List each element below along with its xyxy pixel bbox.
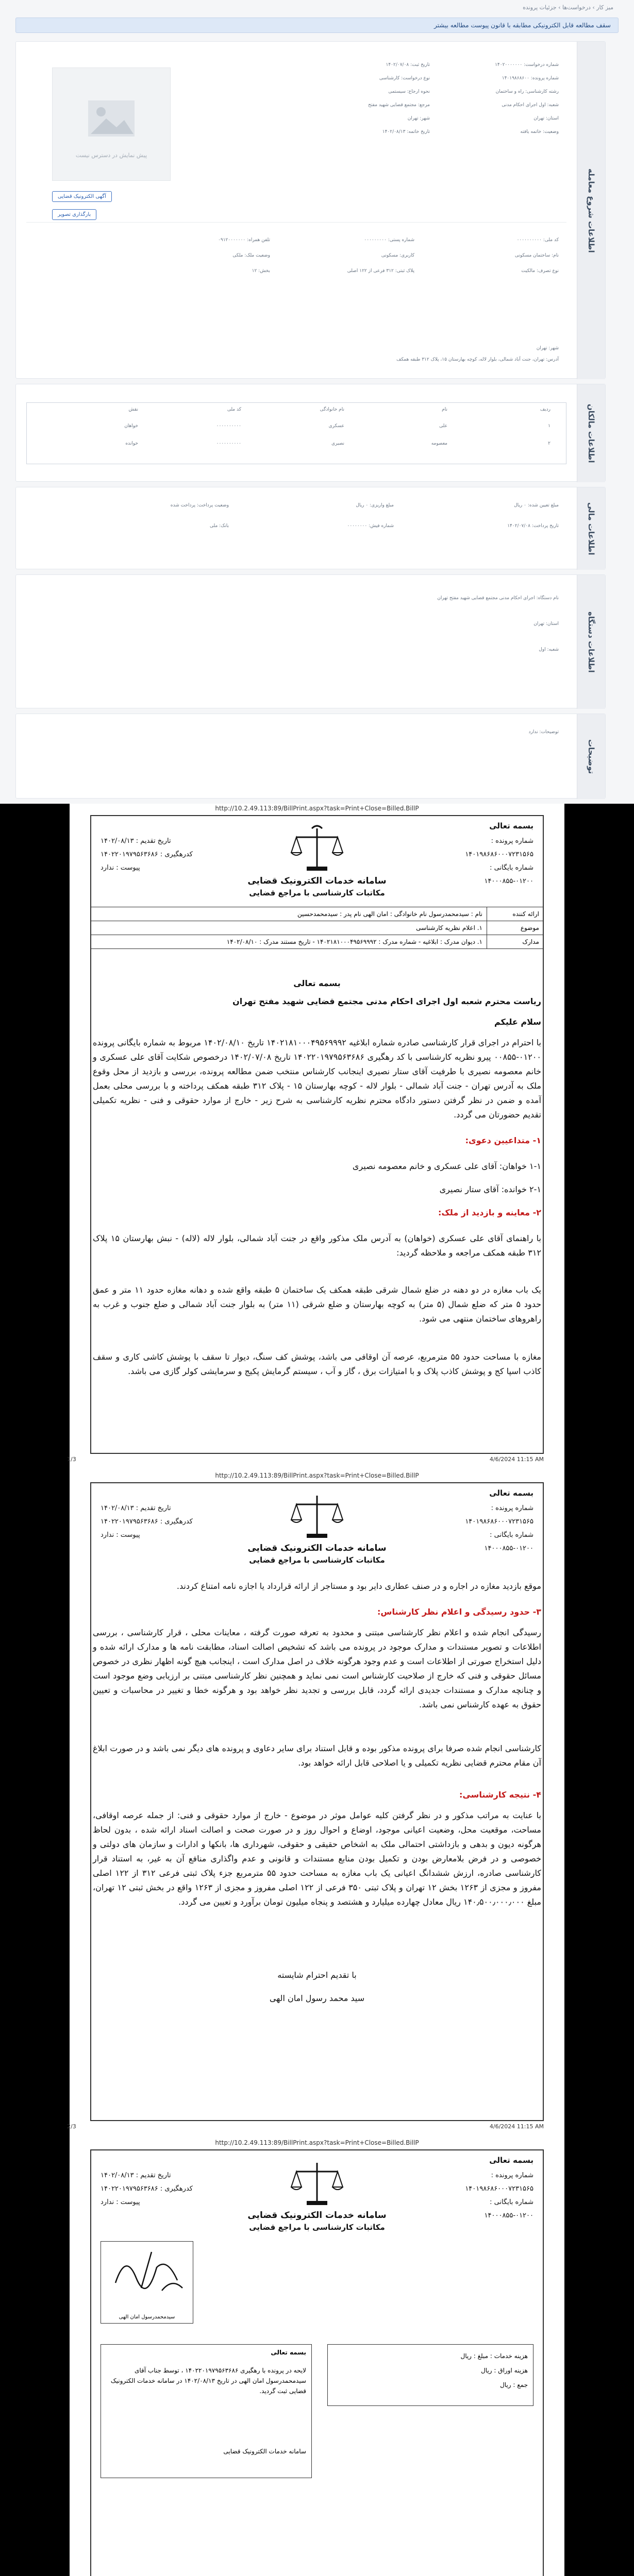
- section-1-heading: ۱- متداعیین دعوی:: [465, 1136, 541, 1145]
- court-panel: [15, 574, 606, 708]
- address-field: آدرس: تهران، جنت آباد شمالی، بلوار لاله، کوچه بهارستان ۱۵، پلاک ۳۱۲ طبقه همکف: [396, 357, 559, 362]
- org-name-2: سامانه خدمات الکترونیک قضایی: [247, 1543, 387, 1553]
- registration-box: [101, 2344, 312, 2478]
- section-3-heading: ۳- حدود رسیدگی و اعلام نظر کارشناس:: [377, 1607, 541, 1617]
- case-field: رشته کارشناسی: راه و ساختمان: [495, 89, 559, 94]
- conclusion-paragraph: با عنایت به مراتب مذکور و در نظر گرفتن کلیه عوامل موثر در موضوع - خارج از موارد حقوقی و فنی: از جمله عرصه اوقافی، مساحت، موقعیت محل، وضعیت اعیانی موجود، اوضاع و احوال روز و در صورت صحت و اصالت اسناد ارائه شده ، بدون لحاظ هرگونه دیون و بدهی و بازداشتی احتمالی ملک به اشخاص حقیقی و حقوقی، شهرداری ها، بانکها و ادارات و سازمان های دولتی و خصوصی و در فرض بلامعارض بودن و تکمیل بودن منابع مستندات و قانونی و عدم واگذاری منافع آن به غیر، به استناد قرار کارشناسی صادره، ارزش ششدانگ اعیانی یک باب مغازه به مساحت حدود ۵۵ مترمربع جزء پلاک ثبتی فرعی ۳۱۲ از ۱۲۲ اصلی مفروز و مجزی از ۱۲۶۳ بخش ۱۲ تهران و پلاک ثبتی ۳۵۰ فرعی از ۱۲۲ اصلی مفروز و مجزی از ۱۲۶۳ واقع در بخش ثبتی ۱۲ تهران، مبلغ ۱۴۰٫۵۰۰٫۰۰۰٫۰۰۰ ریال معادل چهارده میلیارد و هشتصد و پنجاه میلیون تومان برآورد و تعیین می گردد.: [93, 1810, 541, 1907]
- case-number-label-2: شماره پرونده :: [491, 1504, 533, 1512]
- judiciary-emblem-icon: [289, 2159, 345, 2208]
- case-field: تاریخ ثبت: ۱۴۰۲/۰۷/۰۸: [386, 62, 430, 67]
- city-field: شهر: تهران: [536, 346, 559, 351]
- finance-field: شماره فیش: ۰۰۰۰۰۰۰۰: [347, 523, 394, 529]
- tab-case-info[interactable]: اطلاعات شروع معامله: [577, 42, 605, 379]
- print-url-3: http://10.2.49.113:89/BillPrint.aspx?task=Print+Close=Billed.BillP: [215, 2139, 419, 2146]
- property-field: تلفن همراه: ۰۹۱۲۰۰۰۰۰۰۰: [218, 238, 270, 243]
- owner-cell: ۰۰۰۰۰۰۰۰۰۰: [216, 423, 241, 429]
- case-number-3: ۱۴۰۱۹۸۶۸۶۰۰۰۷۲۳۱۵۶۵: [465, 2185, 533, 2193]
- case-field: وضعیت: خاتمه یافته: [520, 129, 559, 134]
- plaintiff-line: ۱-۱ خواهان: آقای علی عسکری و خانم معصومه نصیری: [352, 1161, 541, 1171]
- print-url: http://10.2.49.113:89/BillPrint.aspx?task=Print+Close=Billed.BillP: [215, 805, 419, 812]
- submit-date: تاریخ تقدیم : ۱۴۰۲/۰۸/۱۳: [101, 837, 171, 845]
- registration-sign: سامانه خدمات الکترونیک قضایی: [223, 2448, 306, 2455]
- page-number-2: 2/3: [67, 2123, 76, 2130]
- owner-cell: ۲: [548, 441, 550, 446]
- expert-name: سید محمد رسول امان الهی: [269, 1993, 365, 2003]
- intro-paragraph: با احترام در اجرای قرار کارشناسی صادره شماره ابلاغیه ۱۴۰۲۱۸۱۰۰۰۴۹۵۶۹۹۹۲ تاریخ ۱۴۰۲/۰۸/۱۰ مربوط به شماره بایگانی پرونده ۰۱۲۰۰-۰۰۸۵۵ پیرو نظریه کارشناسی با کد رهگیری ۱۴۰۲۲۰۱۹۷۹۵۶۳۶۸۶ تاریخ ۱۴۰۲/۰۷/۰۸ درخصوص شکایت آقای علی عسکری و خانم معصومه نصیری با طرفیت آقای ستار نصیری اینجانب کارشناس منتخب ضمن مطالعه پرونده، بررسی و بازدید از محل وقوع ملک به آدرس تهران - جنت آباد شمالی - بلوار لاله - کوچه بهارستان ۱۵ - پلاک ۳۱۲ طبقه همکف پرداخته و با بررسی محلی بعمل آمده و ضمن در نظر گرفتن دستور دادگاه محترم نظریه کارشناسی به شرح زیر - خارج از موارد حقوقی و فنی - نظریه تکمیلی تقدیم حضورتان می گردد.: [93, 1038, 541, 1120]
- owner-column-header: نام: [442, 407, 447, 412]
- finance-panel: [15, 487, 606, 569]
- owner-column-header: ردیف: [540, 407, 550, 412]
- case-number: ۱۴۰۱۹۸۶۸۶۰۰۰۷۲۳۱۵۶۵: [465, 851, 533, 858]
- owner-cell: خوانده: [125, 441, 138, 446]
- case-field: شماره پرونده: ۱۴۰۱۹۸۶۸۶۰۰: [502, 76, 559, 81]
- org-subtitle-3: مکاتبات کارشناسی با مراجع قضایی: [249, 2223, 385, 2232]
- property-field: نوع تصرف: مالکیت: [521, 268, 559, 274]
- submit-date-3: تاریخ تقدیم : ۱۴۰۲/۰۸/۱۳: [101, 2172, 171, 2179]
- image-icon: [83, 90, 140, 147]
- shop-specs: مغازه با مساحت حدود ۵۵ مترمربع، عرصه آن اوقافی می باشد، پوشش کف سنگ، دیوار تا سقف با پوشش کاشی کاری و سقف کاذب اسپا کج و پوشش کاذب پلاک و با امتیازات برق ، گاز و آب ، سیستم گرمایش پکیج و سرمایشی کولر گازی می باشد.: [93, 1352, 542, 1376]
- archive-number-2: ۱۴۰۰۰۸۵۵-۰۱۲۰۰: [484, 1545, 533, 1552]
- case-number-label: شماره پرونده :: [491, 837, 533, 845]
- property-field: کد ملی: ۰۰۰۰۰۰۰۰۰۰: [516, 238, 559, 243]
- archive-label-3: شماره بایگانی :: [490, 2198, 533, 2206]
- photo-placeholder: [52, 67, 171, 181]
- archive-label-2: شماره بایگانی :: [490, 1531, 533, 1539]
- letter-meta-table: ارائه کننده نام : سیدمحمدرسول نام خانوادگی : امان الهی نام پدر : سیدمحمدحسین موضوع ۱. اعلام نظریه کارشناسی مدارک ۱. دیوان مدرک : ابلاغیه - شماره مدرک : ۱۴۰۲۱۸۱۰۰۰۴۹۵۶۹۹۹۲ - تاریخ مستند مدرک : ۱۴۰۲/۰۸/۱۰: [90, 907, 544, 949]
- property-field: کاربری: مسکونی: [381, 253, 414, 258]
- case-field: شماره درخواست: ۱۴۰۲۰۰۰۰۰۰۰: [495, 62, 559, 67]
- owner-cell: علی: [439, 423, 447, 429]
- case-field: نحوه ارجاع: سیستمی: [388, 89, 430, 94]
- court-field: نام دستگاه: اجرای احکام مدنی مجتمع قضایی شهید مفتح تهران: [437, 596, 559, 601]
- org-subtitle-2: مکاتبات کارشناسی با مراجع قضایی: [249, 1555, 385, 1565]
- tracking-code-3: کدرهگیری : ۱۴۰۲۲۰۱۹۷۹۵۶۳۶۸۶: [101, 2185, 193, 2193]
- finance-field: تاریخ پرداخت: ۱۴۰۲/۰۷/۰۸: [507, 523, 559, 529]
- court-field: استان: تهران: [533, 621, 559, 626]
- org-name-3: سامانه خدمات الکترونیک قضایی: [247, 2210, 387, 2221]
- finance-field: مبلغ واریزی: ۰ ریال: [356, 503, 394, 508]
- owner-cell: خواهان: [124, 423, 138, 429]
- section-2-heading: ۲- معاینه و بازدید از ملک:: [438, 1208, 541, 1217]
- print-date-1: 4/6/2024 11:15 AM: [489, 1456, 544, 1463]
- body-title: بسمه تعالی: [293, 978, 341, 988]
- case-field: شهر: تهران: [407, 116, 430, 121]
- breadcrumb: میز کار › درخواست‌ها › جزئیات پرونده: [523, 4, 613, 11]
- signature-box: [101, 2241, 193, 2324]
- attachment-3: پیوست : ندارد: [101, 2198, 140, 2206]
- property-field: وضعیت ملک: ملکی: [232, 253, 270, 258]
- notes-text: توضیحات: ندارد: [528, 730, 559, 735]
- tab-court[interactable]: اطلاعات دستگاه: [577, 575, 605, 709]
- owner-cell: عسکری: [328, 423, 344, 429]
- archive-number-3: ۱۴۰۰۰۸۵۵-۰۱۲۰۰: [484, 2212, 533, 2219]
- tracking-code-2: کدرهگیری : ۱۴۰۲۲۰۱۹۷۹۵۶۳۶۸۶: [101, 1518, 193, 1526]
- owner-column-header: کد ملی: [227, 407, 241, 412]
- owners-table: [26, 402, 566, 464]
- signature-graphic: [105, 2242, 193, 2303]
- owner-column-header: نام خانوادگی: [320, 407, 344, 412]
- finance-field: بانک: ملی: [209, 523, 229, 529]
- court-field: شعبه: اول: [539, 647, 559, 652]
- case-field: تاریخ خاتمه: ۱۴۰۲/۰۸/۱۳: [382, 129, 430, 134]
- org-name: سامانه خدمات الکترونیک قضایی: [247, 876, 387, 886]
- owner-cell: ۰۰۰۰۰۰۰۰۰۰: [216, 441, 241, 446]
- addressee: ریاست محترم شعبه اول اجرای احکام مدنی مجتمع قضایی شهید مفتح تهران: [232, 996, 541, 1006]
- greeting: سلام علیکم: [494, 1017, 541, 1027]
- registration-text: لایحه در پرونده با رهگیری ۱۴۰۲۲۰۱۹۷۹۵۶۳۶۸۶ ، توسط جناب آقای سیدمحمدرسول امان الهی در تاریخ ۱۴۰۲/۰۸/۱۳ در سامانه خدمات الکترونیک قضایی ثبت گردید.: [110, 2367, 306, 2395]
- fee-row: جمع : ریال: [500, 2381, 528, 2388]
- owner-cell: معصومه: [431, 441, 447, 446]
- tab-owners[interactable]: اطلاعات مالکان: [577, 384, 605, 482]
- fee-box: [327, 2344, 533, 2406]
- photo-unavailable-text: پیش نمایش در دسترس نیست: [75, 151, 147, 159]
- judiciary-emblem-icon: [289, 1492, 345, 1540]
- notes-panel: [15, 714, 606, 799]
- property-field: نام: ساختمان مسکونی: [514, 253, 559, 258]
- tracking-code: کدرهگیری : ۱۴۰۲۲۰۱۹۷۹۵۶۳۶۸۶: [101, 851, 193, 858]
- print-url-2: http://10.2.49.113:89/BillPrint.aspx?task=Print+Close=Billed.BillP: [215, 1472, 419, 1479]
- scope-note: کارشناسی انجام شده صرفا برای پرونده مذکور بوده و قابل استناد برای سایر دعاوی و پرونده های دیگر نمی باشد و در صورت ابلاغ آن مقام محترم قضایی نظریه تکمیلی و یا اصلاحی قابل ارائه خواهد بود.: [93, 1743, 541, 1768]
- bismillah-3: بسمه تعالی: [489, 2156, 533, 2165]
- finance-field: وضعیت پرداخت: پرداخت شده: [170, 503, 229, 508]
- archive-number: ۱۴۰۰۰۸۵۵-۰۱۲۰۰: [484, 877, 533, 885]
- case-field: استان: تهران: [533, 116, 559, 121]
- fee-row: هزینه خدمات : مبلغ : ریال: [460, 2352, 528, 2360]
- scanned-letter: [0, 804, 634, 2576]
- shop-description: یک باب مغازه در دو دهنه در ضلع شمال شرقی طبقه همکف یک ساختمان ۵ طبقه واقع شده و دهانه مغازه حدود ۱۱ متر و عمق حدود ۵ متر که ضلع شمال (۵ متر) به کوچه بهارستان و ضلع شرقی (۱۱ متر) به بلوار جنت آباد شمالی و ضلع جنوب و غرب به راهروهای ساختمان منتهی می شود.: [93, 1285, 541, 1324]
- case-field: نوع درخواست: کارشناسی: [379, 76, 430, 81]
- bismillah: بسمه تعالی: [489, 821, 533, 831]
- section-4-heading: ۴- نتیجه کارشناسی:: [459, 1790, 541, 1800]
- property-field: بخش: ۱۲: [252, 268, 270, 274]
- owner-cell: ۱: [548, 423, 550, 429]
- registration-title: بسمه تعالی: [271, 2349, 306, 2356]
- upload-photo-button[interactable]: بارگذاری تصویر: [52, 209, 96, 220]
- property-field: شماره پستی: ۰۰۰۰۰۰۰۰۰: [364, 238, 414, 243]
- left-black-border: [0, 804, 70, 2576]
- owner-cell: نصیری: [331, 441, 344, 446]
- owners-panel: [15, 384, 606, 482]
- page-number-1: 1/3: [67, 1456, 76, 1463]
- bismillah-2: بسمه تعالی: [489, 1488, 533, 1498]
- signature-caption: سیدمحمدرسول امان الهی: [119, 2314, 175, 2320]
- letter-page-3: [70, 2138, 564, 2576]
- print-date-2: 4/6/2024 11:15 AM: [489, 2123, 544, 2130]
- archive-label: شماره بایگانی :: [490, 864, 533, 872]
- org-subtitle: مکاتبات کارشناسی با مراجع قضایی: [249, 888, 385, 897]
- owner-column-header: نقش: [128, 407, 138, 412]
- finance-field: مبلغ تعیین شده: ۰ ریال: [514, 503, 559, 508]
- regards: با تقدیم احترام شایسته: [277, 1970, 357, 1980]
- property-field: پلاک ثبتی: ۳۱۲ فرعی از ۱۲۲ اصلی: [347, 268, 414, 274]
- info-alert: سقف مطالعه قابل الکترونیکی مطابقه با قانون پیوست مطالعه بیشتر: [15, 18, 619, 33]
- defendant-line: ۲-۱ خوانده: آقای ستار نصیری: [439, 1184, 541, 1194]
- case-field: مرجع: مجتمع قضایی شهید مفتح: [368, 103, 430, 108]
- submit-date-2: تاریخ تقدیم : ۱۴۰۲/۰۸/۱۳: [101, 1504, 171, 1512]
- case-number-label-3: شماره پرونده :: [491, 2172, 533, 2179]
- letter-page-1: [67, 804, 564, 1468]
- attachment-link[interactable]: آگهی الکترونیک قضایی: [52, 191, 112, 202]
- fee-row: هزینه اوراق : ریال: [481, 2367, 528, 2374]
- case-field: شعبه: اول اجرای احکام مدنی: [502, 103, 559, 108]
- case-info-panel: [15, 41, 606, 379]
- portal-section: [0, 0, 634, 804]
- letter-page-2: [67, 1471, 564, 2136]
- tab-notes[interactable]: توضیحات: [577, 714, 605, 799]
- scope-paragraph: رسیدگی انجام شده و اعلام نظر کارشناسی مبتنی و محدود به تعرفه صورت گرفته ، معاینات محلی ، قرار کارشناسی ، بررسی اطلاعات و تصویر مستندات و مدارک موجود در پرونده می باشد که تشخیص اصالت اسناد، مطابقت نامه ها و مدارک ارائه شده و دلیل استخراج صورتی از اطلاعات است و عدم وجود هرگونه خلاف در اصل مدارک است ، اینجانب هیچ گونه اظهار نظری در خصوص مسائل حقوقی و فنی که خارج از صلاحیت کارشناس است نمی نماید و همچنین نظر کارشناسی مبتنی بر ارزیابی وضع موجود است و چنانچه مدارک و مستندات جدیدی ارائه گردد، قابل بررسی و تجدید نظر خواهد بود و هرگونه خطا و تغییر در محاسبات و تعیین حقوق به عهده کارشناس نمی باشد.: [93, 1628, 541, 1709]
- tab-finance[interactable]: اطلاعات مالی: [577, 487, 605, 570]
- right-black-border: [564, 804, 634, 2576]
- attachment-2: پیوست : ندارد: [101, 1531, 140, 1539]
- attachment: پیوست : ندارد: [101, 864, 140, 872]
- case-number-2: ۱۴۰۱۹۸۶۸۶۰۰۰۷۲۳۱۵۶۵: [465, 1518, 533, 1526]
- judiciary-emblem-icon: [289, 824, 345, 873]
- tenant-paragraph: موقع بازدید مغازه در اجاره و در صنف عطاری دایر بود و مستاجر از ارائه قرارداد یا اجازه نامه امتناع کردند.: [176, 1581, 541, 1591]
- inspection-paragraph: با راهنمای آقای علی عسکری (خواهان) به آدرس ملک مذکور واقع در جنت آباد شمالی، بلوار لاله (لاله) - نبش بهارستان ۱۵ پلاک ۳۱۲ طبقه همکف مراجعه و ملاحظه گردید:: [93, 1233, 542, 1258]
